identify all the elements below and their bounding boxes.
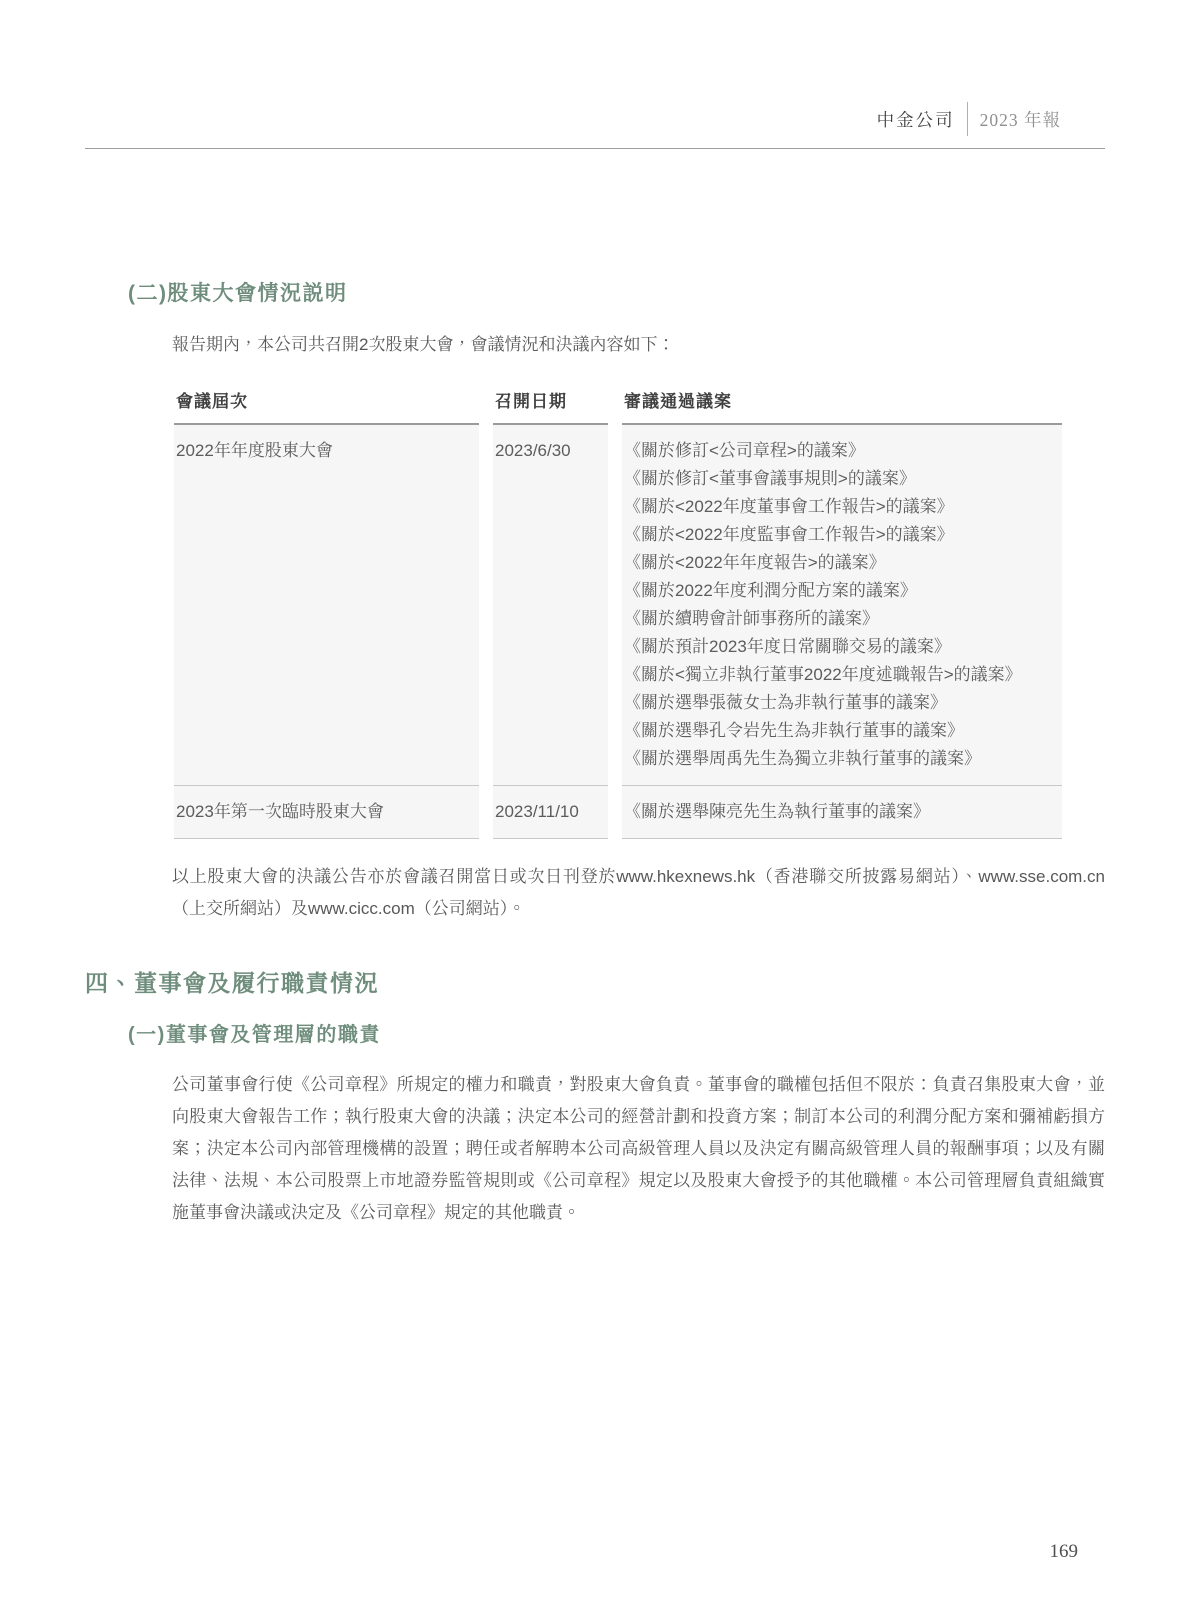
report-edition: 2023 年報	[979, 109, 1061, 130]
meeting-date-cell: 2023/6/30	[493, 425, 608, 786]
masthead	[85, 0, 1105, 149]
resolution-line: 《關於<2022年度監事會工作報告>的議案》	[624, 525, 954, 544]
resolutions-cell	[622, 786, 1062, 839]
subsection-duties-title: (一)董事會及管理層的職責	[128, 1024, 381, 1046]
section-board-title: 四、董事會及履行職責情況	[85, 970, 379, 996]
resolution-line: 《關於修訂<公司章程>的議案》	[624, 441, 865, 460]
page-number: 169	[1049, 1541, 1078, 1562]
brand-divider	[967, 102, 968, 136]
meeting-date-cell: 2023/11/10	[493, 786, 608, 839]
meetings-table-body	[174, 425, 1062, 839]
section-shareholder-intro: 報告期內，本公司共召開2次股東大會，會議情況和決議內容如下：	[172, 335, 675, 354]
meeting-name-cell: 2022年年度股東大會	[174, 425, 479, 786]
company-name: 中金公司	[876, 109, 955, 130]
resolution-line: 《關於<2022年度董事會工作報告>的議案》	[624, 497, 954, 516]
resolution-line: 《關於選舉陳亮先生為執行董事的議案》	[624, 802, 930, 821]
table-header-row	[174, 387, 1062, 425]
shareholder-meetings-table	[160, 387, 1076, 839]
page-content	[85, 277, 1105, 1229]
subsection-duties-body: 公司董事會行使《公司章程》所規定的權力和職責，對股東大會負責。董事會的職權包括但不限於：負責召集股東大會，並向股東大會報告工作；執行股東大會的決議；決定本公司的經營計劃和投資方案；制訂本公司的利潤分配方案和彌補虧損方案；決定本公司內部管理機構的設置；聘任或者解聘本公司高級管理人員以及決定有關高級管理人員的報酬事項；以及有關法律、法規、本公司股票上市地證券監管規則或《公司章程》規定以及股東大會授予的其他職權。本公司管理層負責組織實施董事會決議或決定及《公司章程》規定的其他職責。	[172, 1075, 1105, 1222]
resolutions-cell	[622, 425, 1062, 786]
resolution-line: 《關於選舉孔令岩先生為非執行董事的議案》	[624, 721, 964, 740]
resolution-line: 《關於<2022年年度報告>的議案》	[624, 553, 886, 572]
brand	[877, 102, 1061, 136]
resolution-line: 《關於2022年度利潤分配方案的議案》	[624, 581, 917, 600]
column-header-meeting: 會議屆次	[174, 387, 479, 425]
meeting-name-cell: 2023年第一次臨時股東大會	[174, 786, 479, 839]
table-row	[174, 425, 1062, 786]
resolution-line: 《關於預計2023年度日常關聯交易的議案》	[624, 637, 951, 656]
resolution-line: 《關於選舉張薇女士為非執行董事的議案》	[624, 693, 947, 712]
table-row	[174, 786, 1062, 839]
resolution-line: 《關於選舉周禹先生為獨立非執行董事的議案》	[624, 749, 981, 768]
resolution-line: 《關於<獨立非執行董事2022年度述職報告>的議案》	[624, 665, 1022, 684]
announcement-note: 以上股東大會的決議公告亦於會議召開當日或次日刊登於www.hkexnews.hk（香港聯交所披露易網站）、www.sse.com.cn（上交所網站）及www.cicc.com（公司網站）。	[172, 867, 1105, 918]
resolution-line: 《關於修訂<董事會議事規則>的議案》	[624, 469, 916, 488]
resolution-line: 《關於續聘會計師事務所的議案》	[624, 609, 879, 628]
column-header-date: 召開日期	[493, 387, 608, 425]
column-header-resolutions: 審議通過議案	[622, 387, 1062, 425]
section-shareholder-title: (二)股東大會情況説明	[128, 282, 348, 305]
